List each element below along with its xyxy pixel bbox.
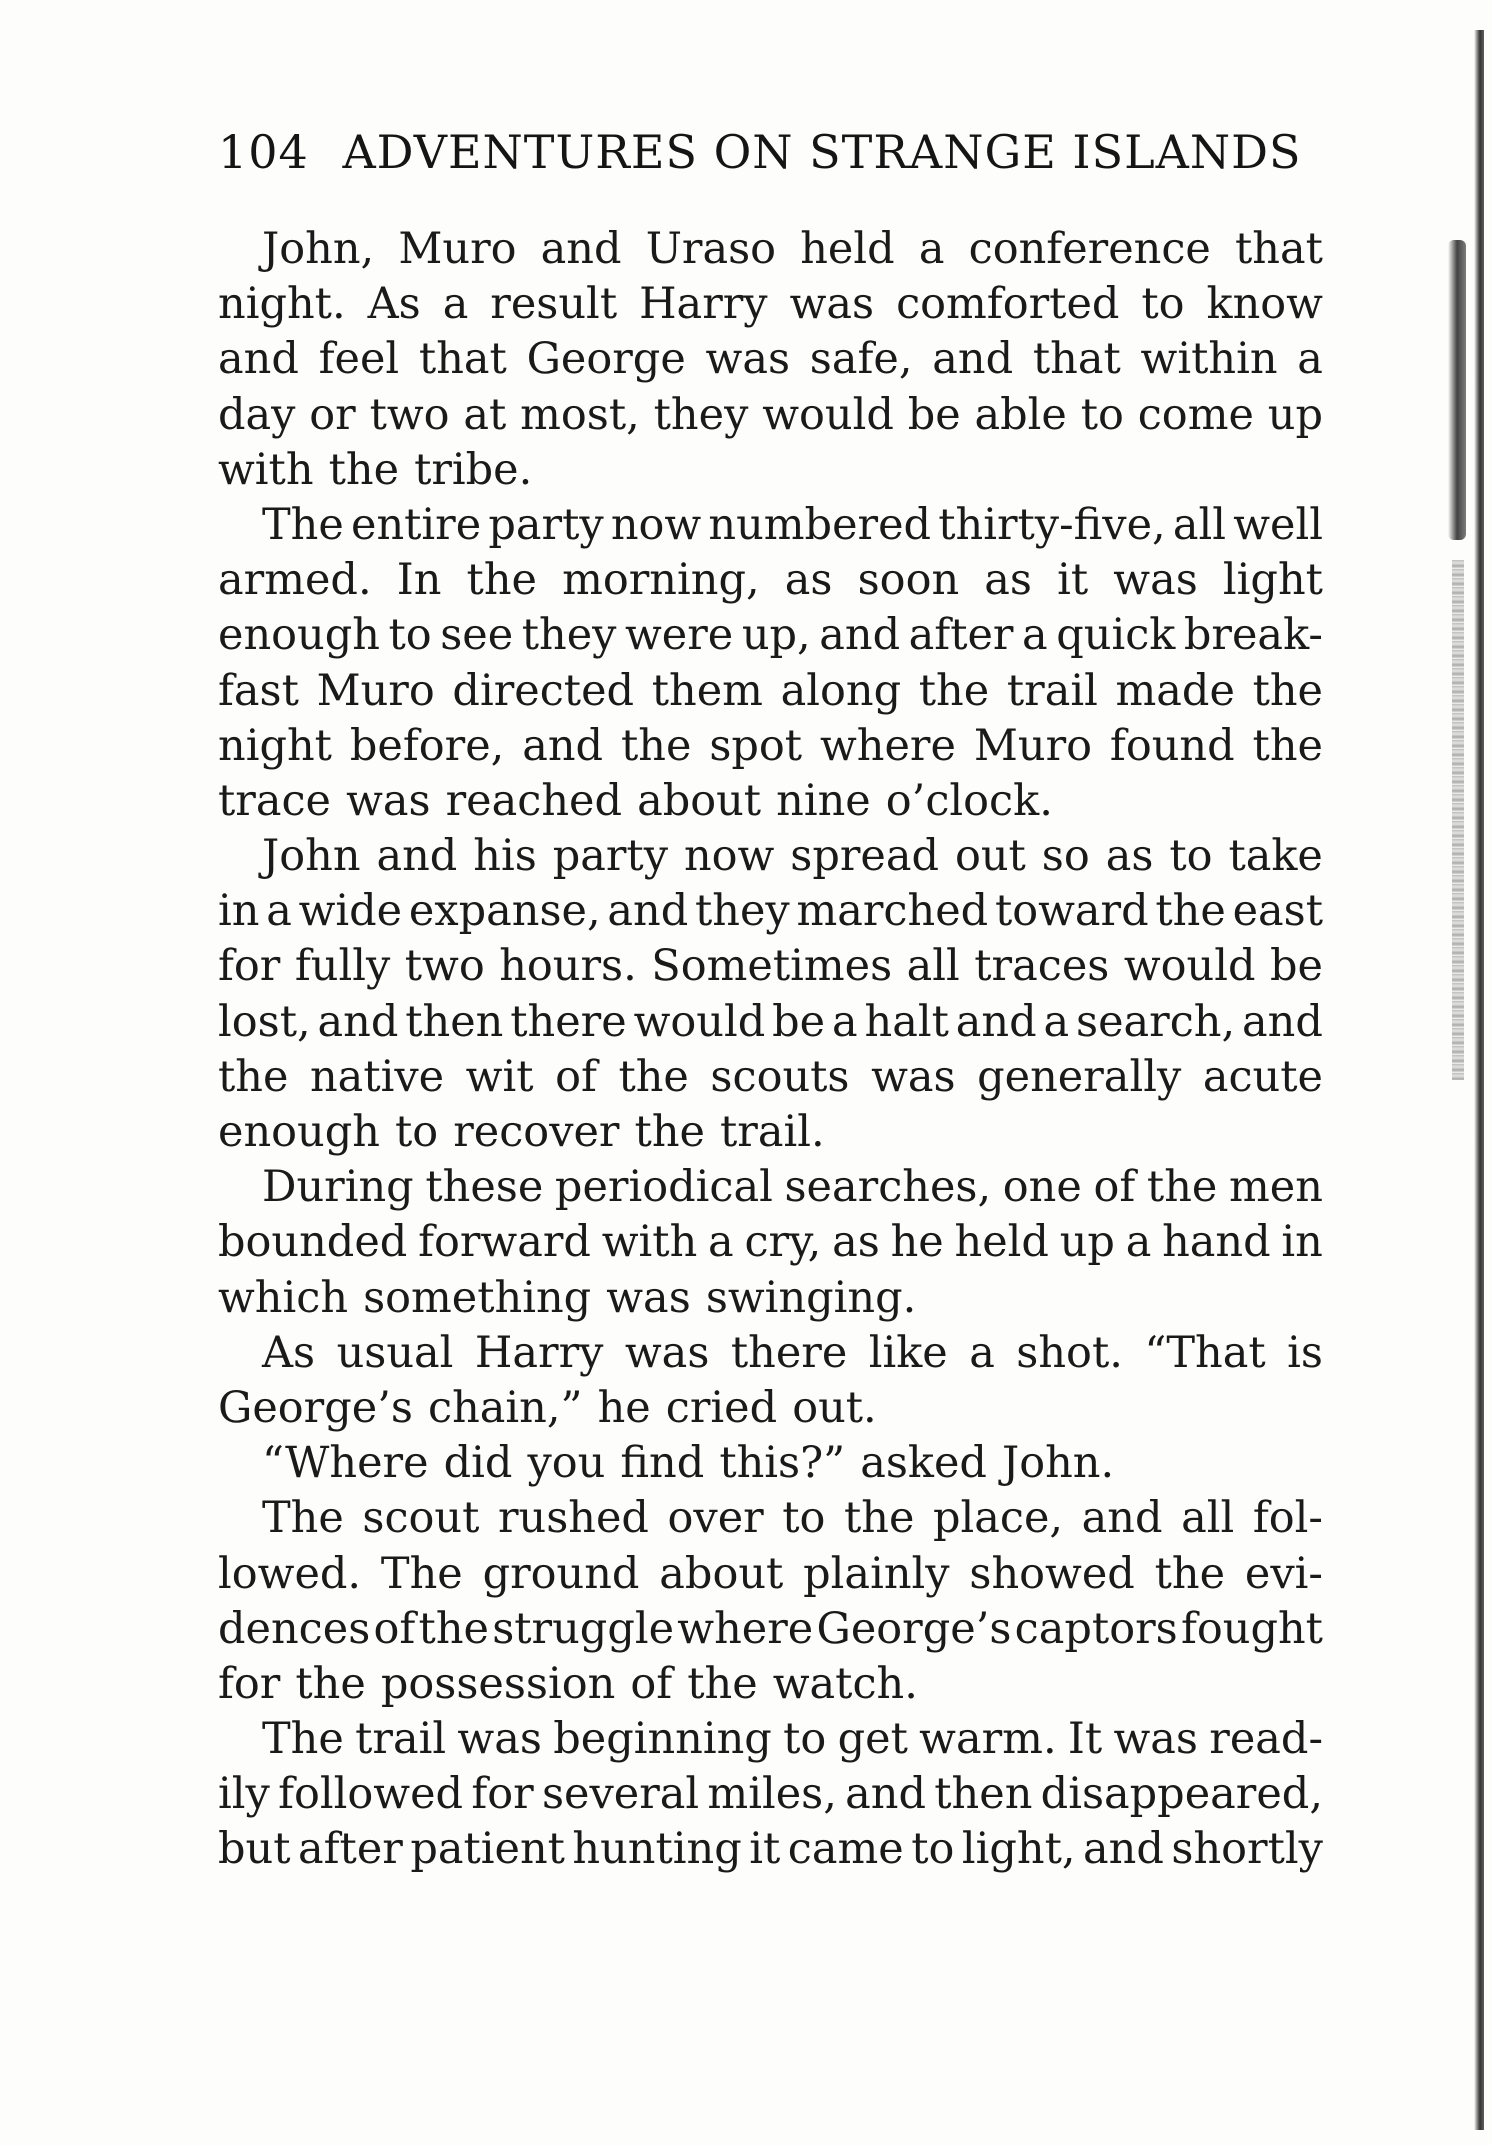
text-line: lowed. The ground about plainly showed the evi- [218,1548,1323,1599]
text-line: enough to recover the trail. [218,1107,825,1157]
page-edge-shadow [1474,30,1484,2130]
text-line: armed. In the morning, as soon as it was light [218,555,1323,606]
binding-shadow [1448,240,1466,540]
text-line: enough to see they were up, and after a quick break- [218,610,1323,661]
paragraph [218,498,1323,829]
text-line: bounded forward with a cry, as he held up a hand in [218,1217,1323,1268]
text-line: The scout rushed over to the place, and all fol- [262,1493,1323,1544]
paragraph [218,1160,1323,1326]
paragraph [218,1712,1323,1878]
text-line: which something was swinging. [218,1272,917,1323]
paragraph [218,1491,1323,1712]
text-line: lost, and then there would be a halt and a search, and [218,996,1323,1047]
paragraph [218,222,1323,498]
text-line: As usual Harry was there like a shot. “That is [262,1327,1323,1378]
text-line: “Where did you find this?” asked John. [262,1438,1115,1489]
paragraph [218,829,1323,1160]
text-line: During these periodical searches, one of the men [262,1162,1323,1213]
page-edge-texture [1452,560,1464,1080]
running-header [218,125,1308,185]
text-line: in a wide expanse, and they marched toward the east [218,886,1323,937]
text-line: for the possession of the watch. [218,1658,918,1709]
page-number: 104 [218,125,309,179]
text-line: ily followed for several miles, and then disappeared, [218,1769,1323,1820]
text-line: the native wit of the scouts was generally acute [218,1051,1323,1102]
text-line: night. As a result Harry was comforted to know [218,279,1323,330]
text-line: trace was reached about nine o’clock. [218,775,1053,826]
body-text [218,222,1323,1878]
running-title: ADVENTURES ON STRANGE ISLANDS [342,125,1302,179]
text-line: with the tribe. [218,444,533,495]
text-line: The entire party now numbered thirty-five, all well [262,499,1323,550]
text-line: The trail was beginning to get warm. It was read- [262,1714,1323,1765]
paragraph [218,1326,1323,1436]
text-line: and feel that George was safe, and that within a [218,334,1323,385]
text-line: John, Muro and Uraso held a conference that [262,224,1323,274]
text-line: dences of the struggle where George’s captors fought [218,1603,1323,1654]
text-line: but after patient hunting it came to light, and shortly [218,1824,1323,1875]
text-line: fast Muro directed them along the trail made the [218,665,1323,716]
text-line: day or two at most, they would be able to come up [218,389,1323,440]
text-line: for fully two hours. Sometimes all traces would be [218,941,1323,992]
paragraph [218,1436,1323,1491]
text-line: night before, and the spot where Muro found the [218,720,1323,771]
text-line: George’s chain,” he cried out. [218,1382,877,1433]
text-line: John and his party now spread out so as to take [262,831,1323,882]
